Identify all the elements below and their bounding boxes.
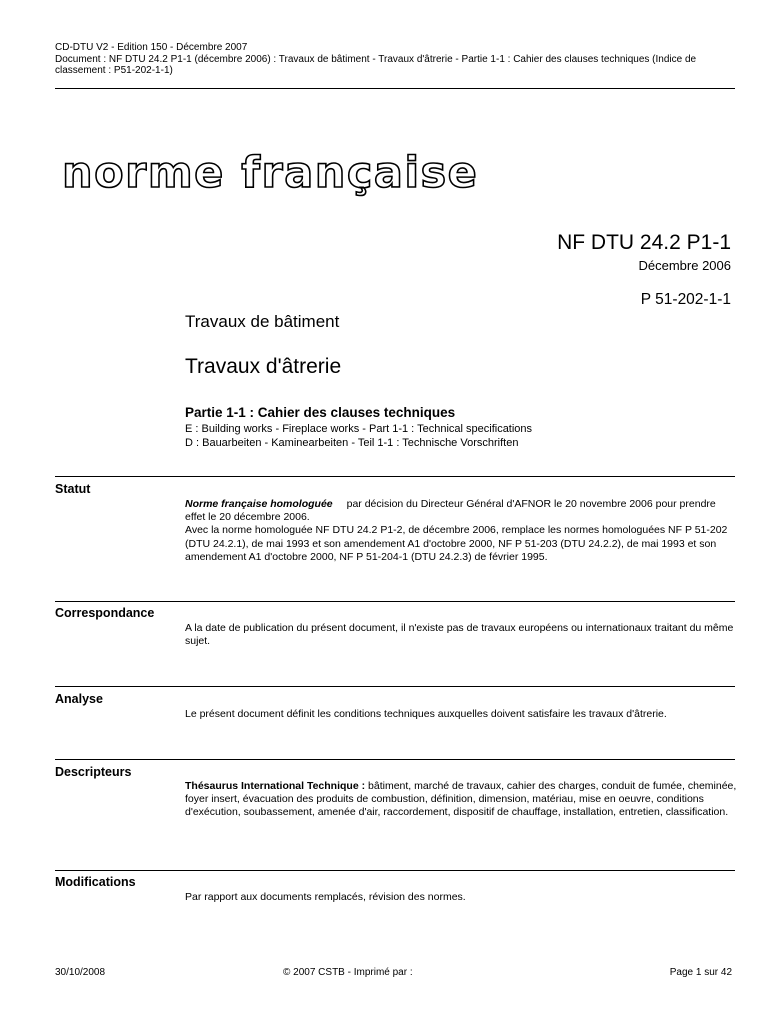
publication-date: Décembre 2006 xyxy=(638,258,731,273)
title-part: Partie 1-1 : Cahier des clauses techniques xyxy=(185,405,456,420)
title-building-works: Travaux de bâtiment xyxy=(185,312,340,331)
section-label-statut: Statut xyxy=(55,482,91,496)
section-label-modifications: Modifications xyxy=(55,875,136,889)
footer-copyright: © 2007 CSTB - Imprimé par : xyxy=(283,967,413,978)
statut-text-2: Avec la norme homologuée NF DTU 24.2 P1-2, de décembre 2006, remplace les normes homologuées NF P 51-202 (DTU 24.2.1), de mai 1993 et son amendement A1 d'octobre 2000, NF P 51-203 (DTU 24.2.2), de mai 1993 et son amendement A1 d'octobre 2000, NF P 51-204-1 (DTU 24.2.3) de février 1995. xyxy=(185,524,728,563)
title-english: E : Building works - Fireplace works - Part 1-1 : Technical specifications xyxy=(185,423,533,435)
section-body-analyse: Le présent document définit les conditions techniques auxquelles doivent satisfaire les travaux d'âtrerie. xyxy=(185,708,667,720)
footer-date: 30/10/2008 xyxy=(55,967,106,978)
section-divider xyxy=(55,601,735,602)
standard-reference: NF DTU 24.2 P1-1 xyxy=(557,231,731,254)
section-body-descripteurs xyxy=(185,780,737,820)
header-document-line: Document : NF DTU 24.2 P1-1 (décembre 2006) : Travaux de bâtiment - Travaux d'âtrerie - Partie 1-1 : Cahier des clauses techniques (Indice de classement : P51-202-1-1) xyxy=(55,53,697,76)
norme-francaise-logo: norme française xyxy=(62,148,479,198)
title-fireplace-works: Travaux d'âtrerie xyxy=(185,355,342,378)
title-german: D : Bauarbeiten - Kaminearbeiten - Teil 1-1 : Technische Vorschriften xyxy=(185,437,519,449)
document-header xyxy=(55,42,735,77)
section-divider xyxy=(55,870,735,871)
section-body-modifications: Par rapport aux documents remplacés, révision des normes. xyxy=(185,891,466,903)
section-label-descripteurs: Descripteurs xyxy=(55,765,132,779)
statut-lead: Norme française homologuée xyxy=(185,498,333,510)
section-body-statut xyxy=(185,498,737,564)
header-edition-line: CD-DTU V2 - Edition 150 - Décembre 2007 xyxy=(55,42,248,53)
section-divider xyxy=(55,686,735,687)
section-label-analyse: Analyse xyxy=(55,692,103,706)
header-divider xyxy=(55,88,735,89)
section-label-correspondance: Correspondance xyxy=(55,606,155,620)
section-divider xyxy=(55,476,735,477)
classification-index: P 51-202-1-1 xyxy=(640,291,731,308)
footer-page-number: Page 1 sur 42 xyxy=(669,967,732,978)
section-body-correspondance: A la date de publication du présent document, il n'existe pas de travaux européens ou internationaux traitant du même sujet. xyxy=(185,622,734,648)
descripteurs-lead: Thésaurus International Technique : xyxy=(185,780,366,792)
statut-text-1: par décision du Directeur Général d'AFNOR le 20 novembre 2006 pour prendre effet le 20 décembre 2006. xyxy=(185,498,716,524)
section-divider xyxy=(55,759,735,760)
descripteurs-text: bâtiment, marché de travaux, cahier des charges, conduit de fumée, cheminée, foyer insert, évacuation des produits de combustion, définition, dimension, matériau, mise en oeuvre, conditions d'exécution, soubassement, amenée d'air, raccordement, dispositif de chauffage, installation, entretien, classification. xyxy=(185,780,737,819)
